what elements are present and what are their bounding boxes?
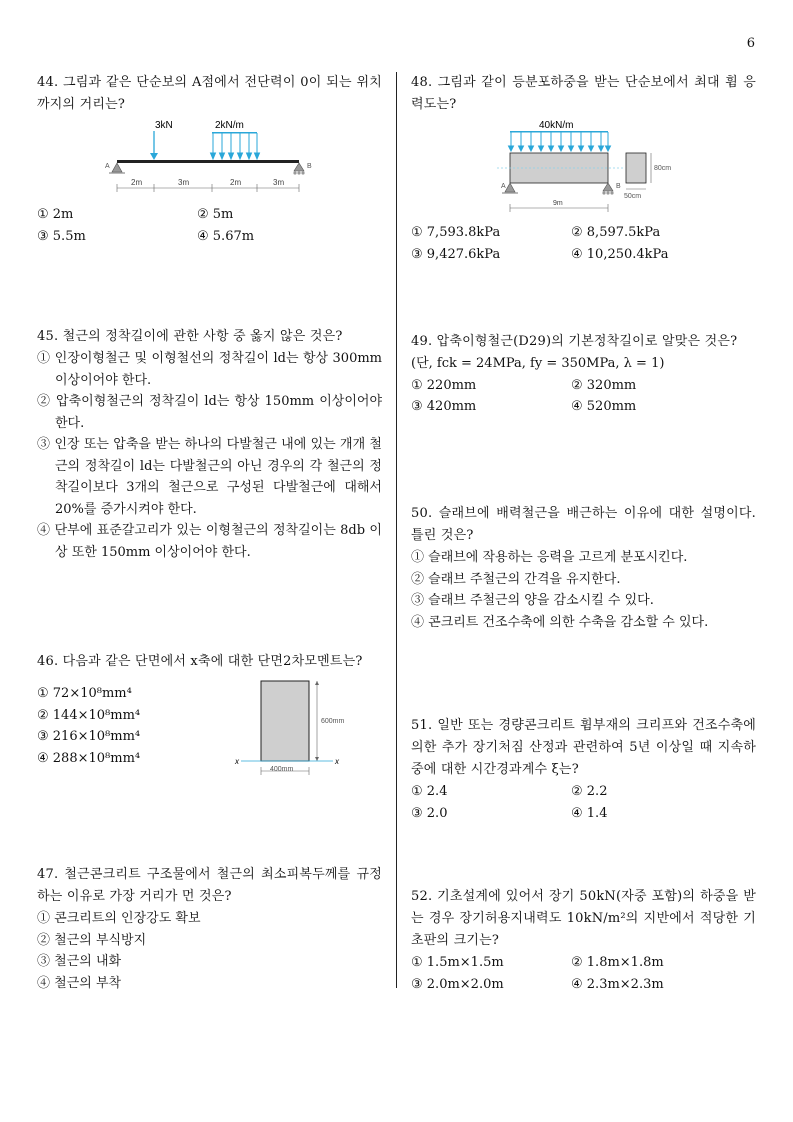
question-50: [411, 503, 756, 633]
option-1: ① 220mm: [411, 377, 477, 393]
section-diagram-q46: [225, 675, 385, 785]
question-stem: 47. 철근콘크리트 구조물에서 철근의 최소피복두께를 규정하는 이유로 가장 거리가 먼 것은?: [37, 867, 382, 904]
option-1: ① 72×10⁸mm⁴: [37, 686, 132, 701]
support-a-label: A: [501, 183, 506, 190]
option-3: ③ 2.0: [411, 805, 448, 821]
option-4: ④ 콘크리트 건조수축에 의한 수축을 감소할 수 있다.: [411, 614, 709, 630]
options: [37, 683, 140, 769]
option-1: ① 슬래브에 작용하는 응력을 고르게 분포시킨다.: [411, 550, 688, 565]
option-2: ② 압축이형철근의 정착길이 ld는 항상 150mm 이상이어야 한다.: [37, 394, 382, 431]
support-b-label: B: [616, 183, 621, 190]
option-2: ② 슬래브 주철근의 간격을 유지한다.: [411, 571, 621, 587]
option-2: ② 2.2: [571, 784, 608, 799]
option-3: ③ 216×10⁸mm⁴: [37, 729, 141, 744]
point-load-label: 3kN: [155, 120, 173, 131]
question-stem: 51. 일반 또는 경량콘크리트 휨부재의 크리프와 건조수축에 의한 추가 장기처짐 산정과 관련하여 5년 이상일 때 지속하중에 대한 시간경과계수 ξ는?: [411, 718, 756, 777]
dist-load-label: 2kN/m: [215, 120, 244, 131]
option-4: ④ 1.4: [571, 805, 608, 821]
question-stem: 46. 다음과 같은 단면에서 x축에 대한 단면2차모멘트는?: [37, 654, 363, 669]
question-45: [37, 326, 382, 563]
question-stem: 45. 철근의 정착길이에 관한 사항 중 옳지 않은 것은?: [37, 329, 343, 344]
option-3: ③ 2.0m×2.0m: [411, 976, 504, 992]
options: [37, 204, 382, 247]
question-stem: 52. 기초설계에 있어서 장기 50kN(자중 포함)의 하중을 받는 경우 장기허용지내력도 10kN/m²의 지반에서 적당한 기초판의 크기는?: [411, 889, 756, 948]
options: [411, 222, 756, 265]
dim-3: 2m: [230, 178, 242, 187]
question-52: [411, 886, 756, 995]
option-4: ④ 10,250.4kPa: [571, 246, 669, 262]
span-label: 9m: [553, 200, 563, 207]
option-4: ④ 288×10⁸mm⁴: [37, 750, 141, 766]
option-2: ② 철근의 부식방지: [37, 932, 147, 948]
height-label: 600mm: [321, 718, 345, 725]
load-label: 40kN/m: [539, 120, 574, 131]
option-1: ① 콘크리트의 인장강도 확보: [37, 911, 201, 926]
question-47: [37, 864, 382, 994]
dim-4: 3m: [273, 178, 285, 187]
option-3: ③ 420mm: [411, 399, 477, 414]
support-a-label: A: [105, 163, 110, 170]
option-4: ④ 단부에 표준갈고리가 있는 이형철근의 정착길이는 8db 이상 또한 150mm 이상이어야 한다.: [37, 523, 382, 560]
option-2: ② 5m: [197, 207, 234, 222]
question-stem: 49. 압축이형철근(D29)의 기본정착길이로 알맞은 것은?: [411, 334, 738, 349]
options: [411, 952, 756, 995]
options: [411, 375, 756, 418]
beam-diagram-q48: [411, 118, 756, 222]
section-height-label: 80cm: [654, 165, 672, 172]
option-3: ③ 인장 또는 압축을 받는 하나의 다발철근 내에 있는 개개 철근의 정착길이 ld는 다발철근의 아닌 경우의 각 철근의 정착길이보다 3개의 철근으로 구성된 다발철근에 대해서 20%를 증가시켜야 한다.: [37, 437, 382, 517]
question-stem: 50. 슬래브에 배력철근을 배근하는 이유에 대한 설명이다. 틀린 것은?: [411, 506, 756, 543]
question-stem: 44. 그림과 같은 단순보의 A점에서 전단력이 0이 되는 위치 까지의 거리는?: [37, 75, 382, 112]
option-1: ① 1.5m×1.5m: [411, 955, 504, 970]
dim-2: 3m: [178, 178, 190, 187]
option-3: ③ 5.5m: [37, 228, 86, 244]
option-1: ① 2m: [37, 207, 74, 222]
section-width-label: 50cm: [624, 193, 642, 200]
option-4: ④ 철근의 부착: [37, 975, 122, 991]
support-b-label: B: [307, 163, 312, 170]
option-3: ③ 9,427.6kPa: [411, 246, 501, 262]
width-label: 400mm: [270, 766, 294, 773]
x-axis-left-label: x: [235, 757, 239, 766]
options: [411, 781, 756, 824]
option-2: ② 144×10⁸mm⁴: [37, 707, 141, 723]
question-48: [411, 72, 756, 265]
page-number: 6: [746, 36, 755, 51]
x-axis-right-label: x: [335, 757, 339, 766]
option-3: ③ 슬래브 주철근의 양을 감소시킬 수 있다.: [411, 593, 654, 608]
option-3: ③ 철근의 내화: [37, 954, 122, 969]
option-4: ④ 2.3m×2.3m: [571, 976, 664, 992]
question-51: [411, 715, 756, 824]
option-1: ① 2.4: [411, 784, 448, 799]
option-4: ④ 5.67m: [197, 228, 255, 244]
question-44: [37, 72, 382, 247]
question-49: [411, 331, 756, 418]
question-condition: (단, fck = 24MPa, fy = 350MPa, λ = 1): [411, 356, 665, 371]
dim-1: 2m: [131, 178, 143, 187]
question-stem: 48. 그림과 같이 등분포하중을 받는 단순보에서 최대 휨 응력도는?: [411, 75, 756, 112]
column-divider: [396, 72, 397, 988]
option-2: ② 320mm: [571, 377, 637, 393]
option-1: ① 인장이형철근 및 이형철선의 정착길이 ld는 항상 300mm 이상이어야 한다.: [37, 351, 382, 388]
option-2: ② 8,597.5kPa: [571, 225, 661, 240]
beam-diagram-q44: [37, 118, 382, 204]
option-4: ④ 520mm: [571, 399, 637, 414]
option-1: ① 7,593.8kPa: [411, 225, 501, 240]
question-46: [37, 651, 382, 791]
option-2: ② 1.8m×1.8m: [571, 955, 664, 970]
